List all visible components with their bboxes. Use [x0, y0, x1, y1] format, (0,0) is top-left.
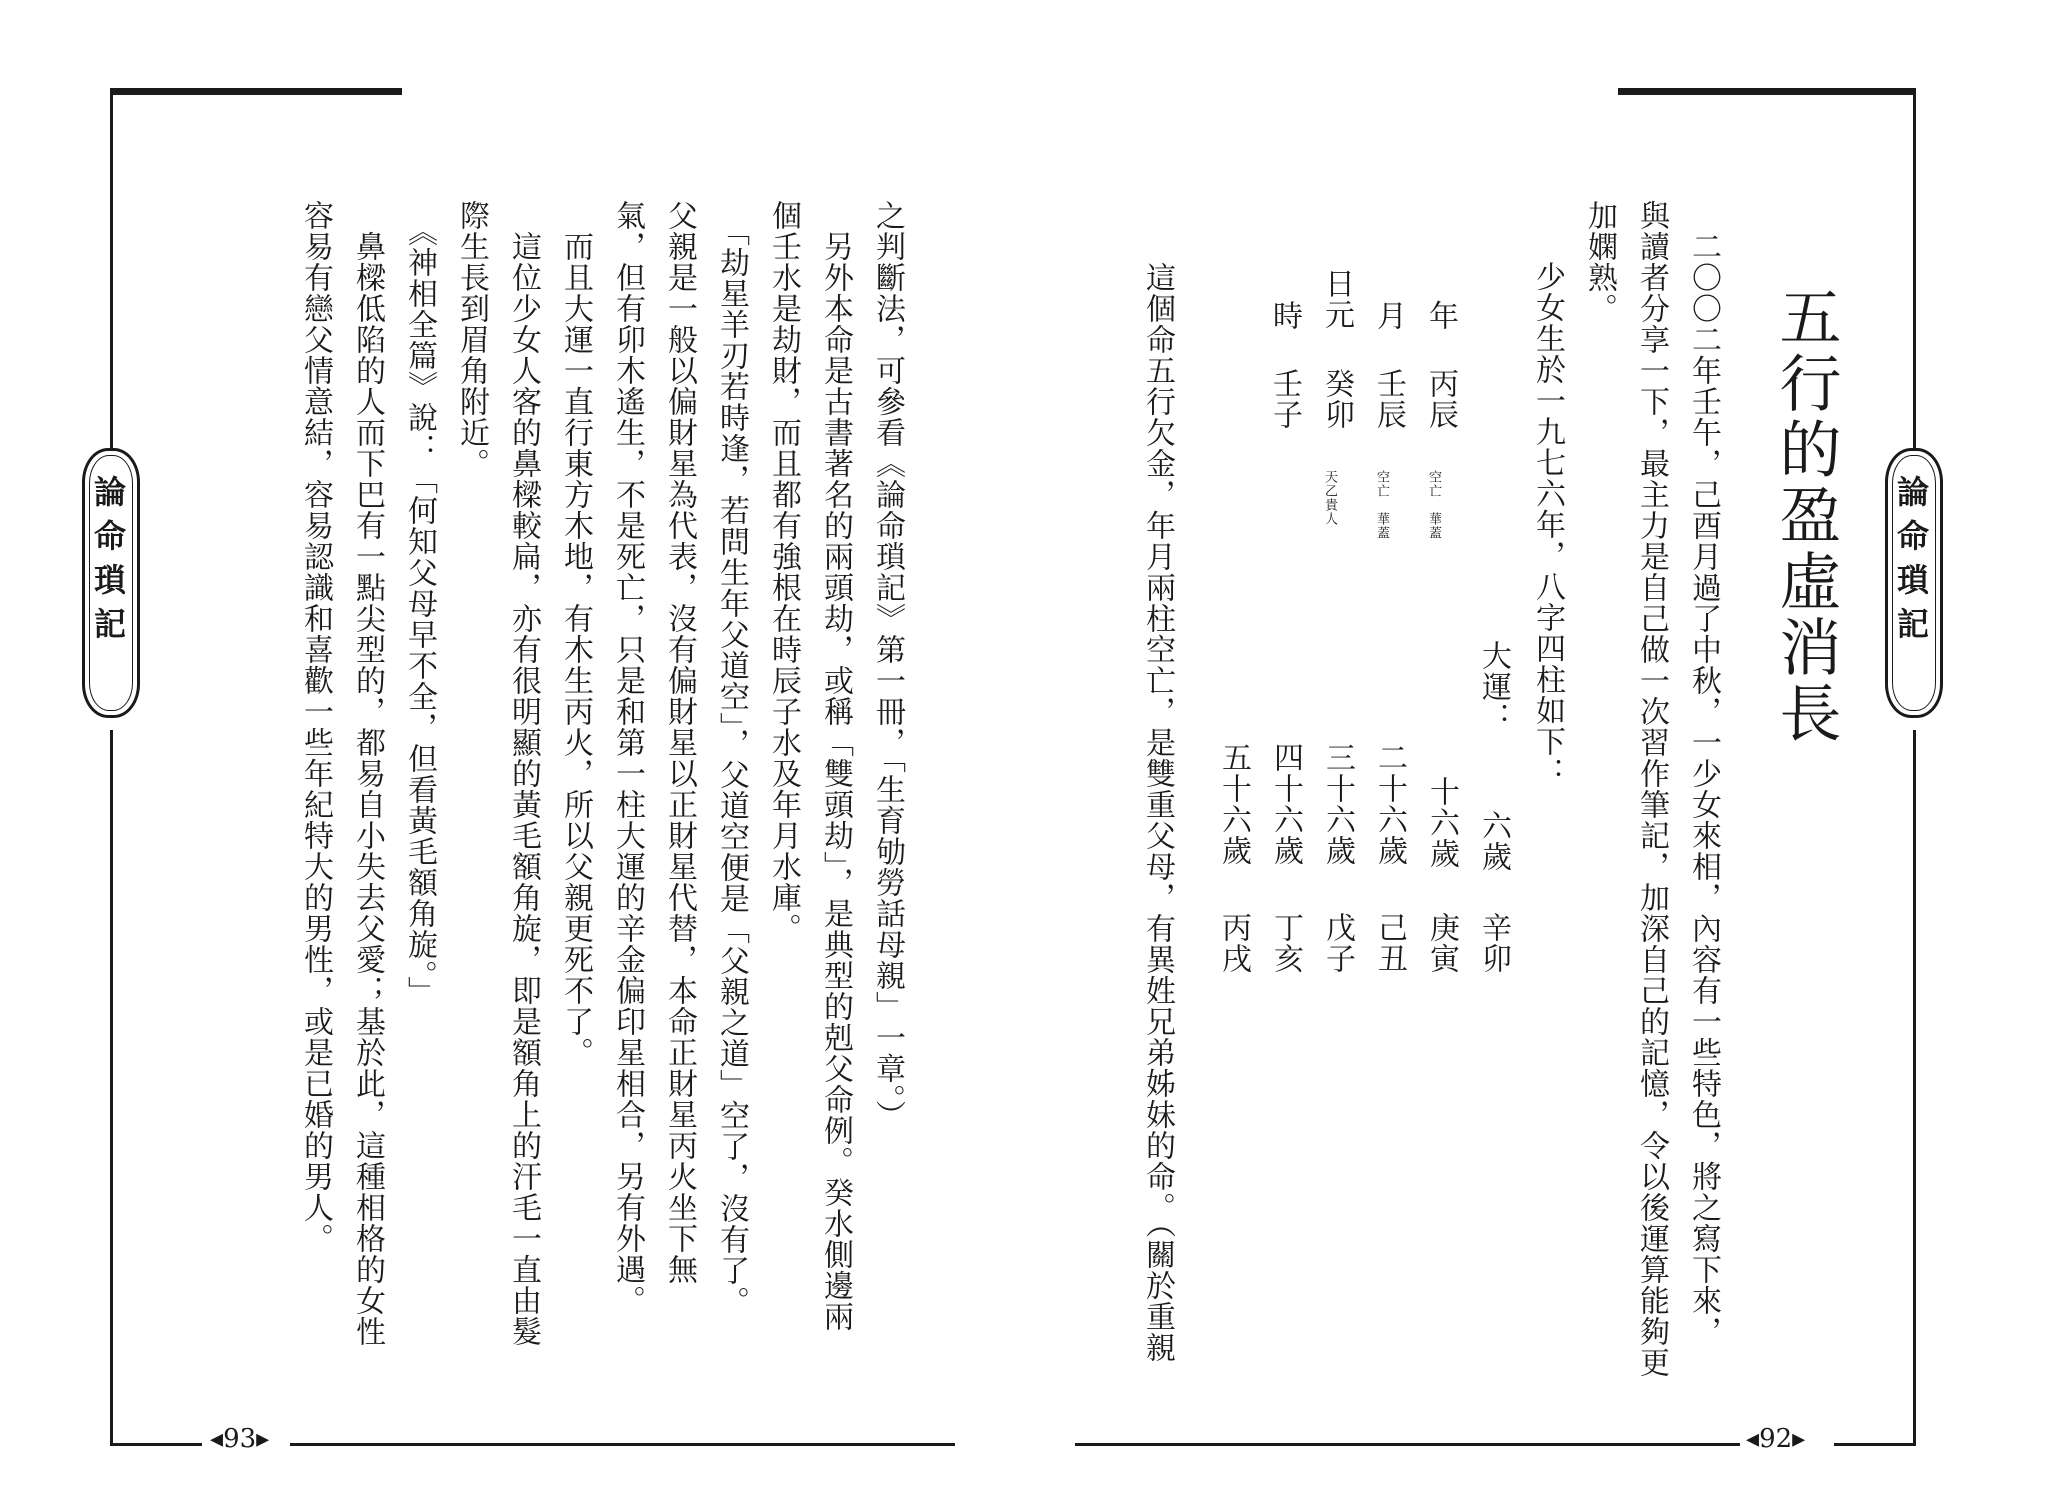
left-text-column: 鼻樑低陷的人而下巴有一點尖型的，都易自小失去父愛；基於此，這種相格的女性: [350, 200, 385, 1347]
left-text-column: 這位少女人客的鼻樑較扁，亦有很明顯的黃毛額角旋，即是額角上的汗毛一直由髮: [506, 200, 541, 1347]
pillar-label: 日元: [1319, 268, 1354, 330]
left-side-tab-label: 論命瑣記: [89, 475, 127, 651]
dayun-stem: 戊子: [1320, 912, 1355, 974]
dayun-age: 四十六歲: [1268, 742, 1303, 866]
dayun-age: 三十六歲: [1320, 742, 1355, 866]
dayun-stem: 辛卯: [1476, 912, 1511, 974]
right-page-number: [1742, 1424, 1809, 1454]
pillar-value: 癸卯: [1319, 368, 1354, 430]
left-text-column: 而且大運一直行東方木地，有木生丙火，所以父親更死不了。: [558, 200, 593, 1068]
intro-column: 與讀者分享一下，最主力是自己做一次習作筆記，加深自己的記憶，令以後運算能夠更: [1634, 200, 1669, 1378]
pillar-value: 丙辰: [1423, 368, 1458, 430]
pillar-label: 年: [1423, 300, 1458, 331]
dayun-age: 六歲: [1476, 810, 1511, 872]
right-page-number-close: ▸: [1792, 1424, 1806, 1454]
pillar-value: 壬辰: [1371, 368, 1406, 430]
pillar-label: 月: [1371, 300, 1406, 331]
right-page-number-open: ◂: [1746, 1424, 1760, 1454]
left-text-column: 際生長到眉角附近。: [454, 200, 489, 479]
dayun-age: 五十六歲: [1216, 742, 1251, 866]
right-page-number-value: 92: [1759, 1424, 1793, 1454]
left-bottom-rule-b: [290, 1443, 955, 1446]
pillar-value: 壬子: [1267, 368, 1302, 430]
left-text-column: 《神相全篇》說：「何知父母早不全，但看黃毛額角旋。」: [402, 200, 437, 1007]
dayun-age: 十六歲: [1424, 776, 1459, 869]
pillar-label: 時: [1267, 300, 1302, 331]
intro-column: 加嫻熟。: [1582, 200, 1617, 324]
right-bottom-rule-b: [1834, 1443, 1916, 1446]
dayun-stem: 庚寅: [1424, 912, 1459, 974]
left-page-number: [206, 1424, 273, 1454]
dayun-age: 二十六歲: [1372, 742, 1407, 866]
intro-column: 少女生於一九七六年，八字四柱如下：: [1530, 230, 1565, 788]
pillar-note: 空亡 華蓋: [1426, 470, 1441, 540]
chapter-title: 五行的盈虛消長: [1769, 285, 1842, 747]
right-frame-line-lower: [1913, 730, 1916, 1445]
left-text-column: 父親是一般以偏財星為代表，沒有偏財星以正財星代替，本命正財星丙火坐下無: [662, 200, 697, 1285]
dayun-stem: 丙戌: [1216, 912, 1251, 974]
pillar-note: 天乙貴人: [1322, 470, 1337, 526]
left-text-column: 氣，但有卯木遙生，不是死亡，只是和第一柱大運的辛金偏印星相合，另有外遇。: [610, 200, 645, 1316]
left-text-column: 「劫星羊刃若時逢，若問生年父道空」，父道空便是「父親之道」空了，沒有了。: [714, 200, 749, 1317]
left-frame-line-lower: [110, 730, 113, 1445]
intro-column: 二〇〇二年壬午，己酉月過了中秋，一少女來相，內容有一些特色，將之寫下來，: [1686, 200, 1721, 1347]
left-frame-line: [110, 88, 113, 448]
right-top-rule: [1618, 88, 1916, 95]
right-frame-line: [1913, 88, 1916, 448]
dayun-label: 大運：: [1476, 640, 1511, 733]
right-bottom-rule-a: [1075, 1443, 1740, 1446]
left-text-column: 容易有戀父情意結，容易認識和喜歡一些年紀特大的男性，或是已婚的男人。: [298, 200, 333, 1254]
left-side-tab: [82, 448, 140, 718]
left-text-column: 之判斷法，可參看《論命瑣記》第一冊，「生育劬勞話母親」一章。）: [870, 200, 905, 1131]
right-side-tab-label: 論命瑣記: [1892, 475, 1930, 651]
dayun-stem: 丁亥: [1268, 912, 1303, 974]
right-side-tab: [1885, 448, 1943, 718]
dayun-stem: 己丑: [1372, 912, 1407, 974]
closing-column: 這個命五行欠金，年月兩柱空亡，是雙重父母，有異姓兄弟姊妹的命。（關於重親: [1140, 262, 1175, 1363]
left-page-number-close: ▸: [256, 1424, 270, 1454]
left-bottom-rule-a: [110, 1443, 202, 1446]
pillar-note: 空亡 華蓋: [1374, 470, 1389, 540]
left-top-rule: [110, 88, 402, 95]
left-page-number-value: 93: [223, 1424, 257, 1454]
left-page-number-open: ◂: [210, 1424, 224, 1454]
left-text-column: 個壬水是劫財，而且都有強根在時辰子水及年月水庫。: [766, 200, 801, 944]
left-text-column: 另外本命是古書著名的兩頭劫，或稱「雙頭劫」，是典型的剋父命例。癸水側邊兩: [818, 200, 853, 1332]
